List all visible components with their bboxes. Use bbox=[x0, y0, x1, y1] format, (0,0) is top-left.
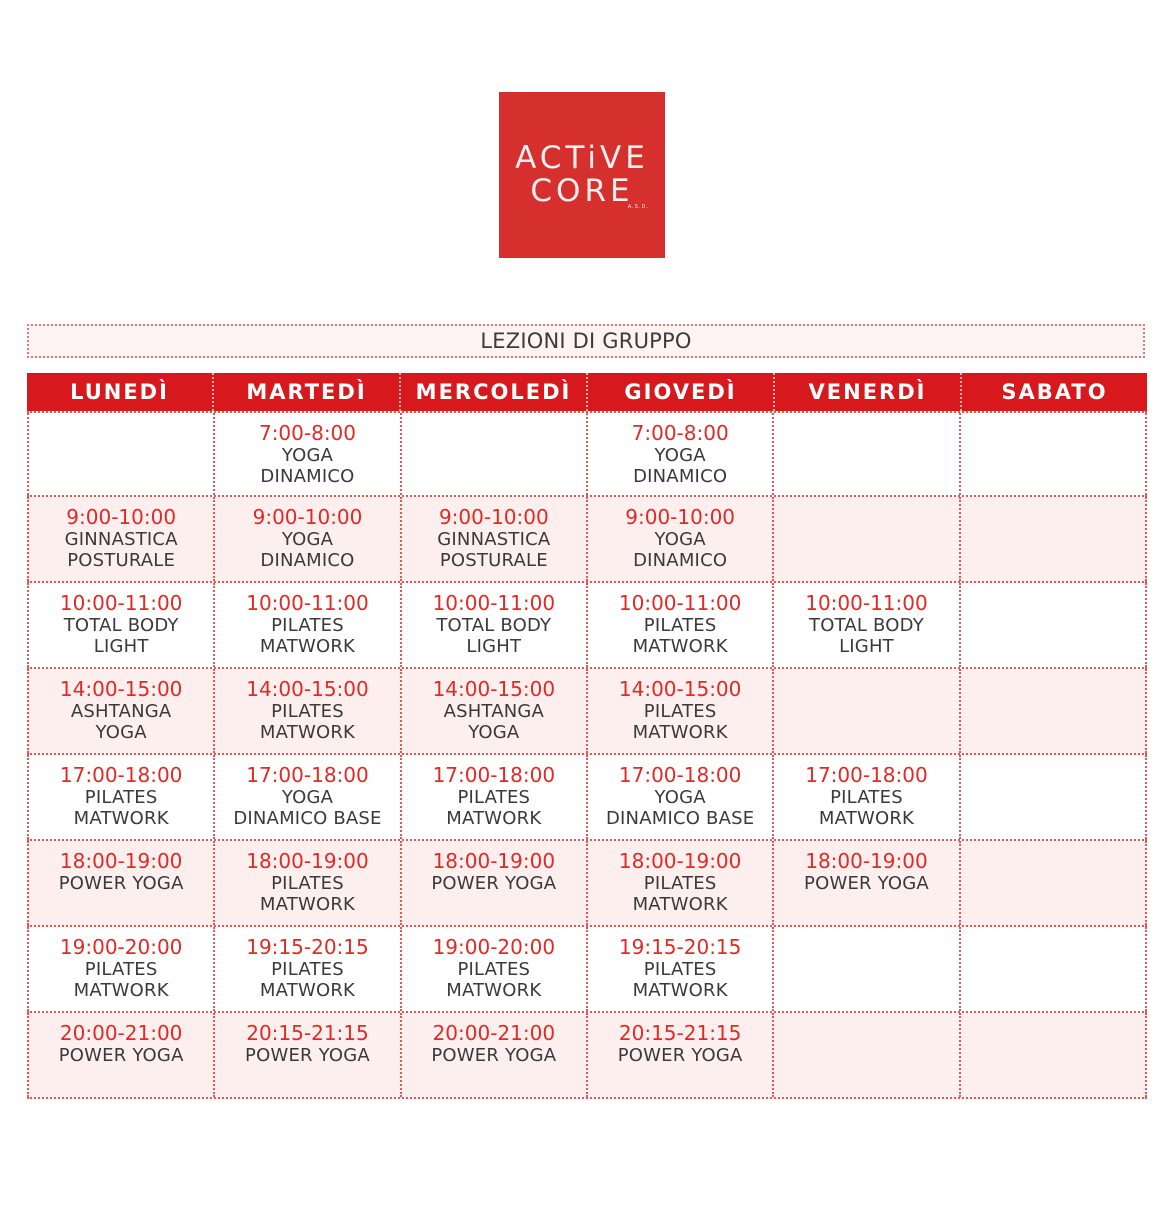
class-slot bbox=[402, 497, 588, 581]
class-slot bbox=[27, 669, 215, 753]
class-slot bbox=[774, 841, 960, 925]
logo-line-2: CORE bbox=[530, 173, 634, 209]
class-name-line1: PILATES bbox=[271, 615, 344, 636]
class-time: 20:00-21:00 bbox=[59, 1021, 183, 1045]
class-name-line1: TOTAL BODY bbox=[436, 615, 552, 636]
class-name-line2: DINAMICO BASE bbox=[605, 808, 755, 829]
class-name-line2: DINAMICO bbox=[260, 466, 355, 487]
class-slot bbox=[402, 927, 588, 1011]
day-header: VENERDÌ bbox=[775, 373, 962, 411]
schedule-title: LEZIONI DI GRUPPO bbox=[27, 324, 1145, 358]
empty-slot bbox=[774, 927, 960, 1011]
class-time: 18:00-19:00 bbox=[805, 849, 928, 873]
class-time: 20:15-21:15 bbox=[618, 1021, 742, 1045]
schedule-row bbox=[27, 583, 1147, 669]
class-name-line1: YOGA bbox=[654, 445, 706, 466]
class-name-line1: PILATES bbox=[643, 873, 717, 894]
class-slot bbox=[588, 583, 774, 667]
class-name-line1: POWER YOGA bbox=[58, 1045, 184, 1066]
class-name-line1: YOGA bbox=[654, 529, 706, 550]
class-time: 17:00-18:00 bbox=[246, 763, 369, 787]
class-name-line1: YOGA bbox=[654, 787, 706, 808]
class-time: 10:00-11:00 bbox=[432, 591, 556, 615]
class-name-line1: POWER YOGA bbox=[431, 873, 557, 894]
class-time: 19:00-20:00 bbox=[432, 935, 556, 959]
class-time: 9:00-10:00 bbox=[625, 505, 736, 529]
class-name-line1: YOGA bbox=[281, 787, 334, 808]
class-name-line2: MATWORK bbox=[259, 980, 356, 1001]
schedule-row bbox=[27, 927, 1147, 1013]
class-time: 7:00-8:00 bbox=[631, 421, 729, 445]
class-slot bbox=[588, 841, 774, 925]
class-name-line1: PILATES bbox=[830, 787, 903, 808]
class-slot bbox=[774, 583, 960, 667]
class-name-line2: MATWORK bbox=[632, 980, 728, 1001]
empty-slot bbox=[774, 1013, 960, 1097]
class-name-line2: LIGHT bbox=[839, 636, 894, 657]
empty-slot bbox=[961, 755, 1147, 839]
class-name-line1: PILATES bbox=[457, 959, 531, 980]
class-time: 10:00-11:00 bbox=[805, 591, 928, 615]
empty-slot bbox=[961, 1013, 1147, 1097]
class-name-line2: MATWORK bbox=[259, 722, 356, 743]
day-header: MERCOLEDÌ bbox=[401, 373, 588, 411]
class-name-line2: MATWORK bbox=[73, 808, 169, 829]
class-name-line2: LIGHT bbox=[466, 636, 522, 657]
class-name-line2: MATWORK bbox=[446, 808, 542, 829]
day-header: LUNEDÌ bbox=[27, 373, 214, 411]
class-name-line2: YOGA bbox=[95, 722, 147, 743]
class-name-line2: MATWORK bbox=[818, 808, 915, 829]
empty-slot bbox=[402, 413, 588, 495]
day-header: SABATO bbox=[1001, 380, 1108, 404]
class-name-line2: MATWORK bbox=[632, 722, 728, 743]
class-name-line1: POWER YOGA bbox=[431, 1045, 557, 1066]
class-name-line1: POWER YOGA bbox=[804, 873, 929, 894]
class-slot bbox=[402, 583, 588, 667]
schedule-row bbox=[27, 497, 1147, 583]
class-name-line1: TOTAL BODY bbox=[63, 615, 179, 636]
class-slot bbox=[215, 497, 401, 581]
class-slot bbox=[215, 669, 401, 753]
day-header-row bbox=[27, 373, 1147, 411]
class-slot bbox=[588, 669, 774, 753]
class-name-line1: PILATES bbox=[271, 701, 344, 722]
logo-line-1: ACTiVE bbox=[515, 140, 649, 176]
class-name-line1: GINNASTICA bbox=[437, 529, 551, 550]
class-name-line2: MATWORK bbox=[73, 980, 169, 1001]
class-time: 17:00-18:00 bbox=[805, 763, 928, 787]
active-core-logo bbox=[499, 92, 665, 258]
class-name-line1: YOGA bbox=[281, 445, 334, 466]
class-slot bbox=[774, 755, 960, 839]
class-name-line1: PILATES bbox=[271, 873, 344, 894]
empty-slot bbox=[774, 669, 960, 753]
empty-slot bbox=[774, 413, 960, 495]
day-header: MARTEDÌ bbox=[214, 373, 401, 411]
class-time: 10:00-11:00 bbox=[59, 591, 183, 615]
class-time: 19:15-20:15 bbox=[246, 935, 369, 959]
class-time: 17:00-18:00 bbox=[618, 763, 742, 787]
schedule-row bbox=[27, 1013, 1147, 1099]
class-name-line1: ASHTANGA bbox=[70, 701, 172, 722]
class-name-line1: PILATES bbox=[643, 701, 717, 722]
schedule-row bbox=[27, 841, 1147, 927]
class-time: 7:00-8:00 bbox=[258, 421, 357, 445]
class-slot bbox=[27, 755, 215, 839]
class-time: 17:00-18:00 bbox=[59, 763, 183, 787]
class-name-line1: PILATES bbox=[84, 787, 158, 808]
class-name-line2: POSTURALE bbox=[67, 550, 176, 571]
class-slot bbox=[215, 755, 401, 839]
class-name-line2: YOGA bbox=[468, 722, 520, 743]
class-name-line1: PILATES bbox=[643, 615, 717, 636]
class-name-line2: MATWORK bbox=[632, 894, 728, 915]
class-time: 20:15-21:15 bbox=[246, 1021, 369, 1045]
schedule-table bbox=[27, 373, 1147, 1099]
schedule-row bbox=[27, 755, 1147, 841]
class-time: 10:00-11:00 bbox=[246, 591, 369, 615]
class-time: 19:00-20:00 bbox=[59, 935, 183, 959]
class-name-line1: PILATES bbox=[643, 959, 717, 980]
class-name-line1: PILATES bbox=[84, 959, 158, 980]
class-name-line1: YOGA bbox=[281, 529, 334, 550]
class-slot bbox=[215, 583, 401, 667]
empty-slot bbox=[961, 413, 1147, 495]
class-slot bbox=[588, 755, 774, 839]
class-name-line1: POWER YOGA bbox=[617, 1045, 743, 1066]
class-slot bbox=[215, 413, 401, 495]
class-name-line1: ASHTANGA bbox=[443, 701, 545, 722]
class-time: 9:00-10:00 bbox=[438, 505, 549, 529]
class-slot bbox=[588, 497, 774, 581]
class-name-line2: DINAMICO bbox=[633, 550, 728, 571]
schedule-row bbox=[27, 411, 1147, 497]
class-time: 18:00-19:00 bbox=[618, 849, 742, 873]
class-name-line2: MATWORK bbox=[446, 980, 542, 1001]
class-name-line2: DINAMICO bbox=[260, 550, 355, 571]
empty-slot bbox=[961, 583, 1147, 667]
class-time: 14:00-15:00 bbox=[59, 677, 183, 701]
class-time: 14:00-15:00 bbox=[246, 677, 369, 701]
empty-slot bbox=[961, 927, 1147, 1011]
class-time: 14:00-15:00 bbox=[432, 677, 556, 701]
class-slot bbox=[27, 497, 215, 581]
class-slot bbox=[27, 841, 215, 925]
class-name-line2: LIGHT bbox=[93, 636, 149, 657]
class-name-line2: MATWORK bbox=[259, 894, 356, 915]
class-time: 17:00-18:00 bbox=[432, 763, 556, 787]
class-slot bbox=[215, 1013, 401, 1097]
empty-slot bbox=[961, 669, 1147, 753]
class-slot bbox=[27, 583, 215, 667]
empty-slot bbox=[961, 841, 1147, 925]
class-name-line2: MATWORK bbox=[632, 636, 728, 657]
class-slot bbox=[402, 669, 588, 753]
class-time: 18:00-19:00 bbox=[246, 849, 369, 873]
class-time: 18:00-19:00 bbox=[432, 849, 556, 873]
class-time: 9:00-10:00 bbox=[66, 505, 177, 529]
class-slot bbox=[215, 841, 401, 925]
schedule-row bbox=[27, 669, 1147, 755]
class-slot bbox=[588, 1013, 774, 1097]
class-slot bbox=[215, 927, 401, 1011]
class-time: 18:00-19:00 bbox=[59, 849, 183, 873]
empty-slot bbox=[27, 413, 215, 495]
class-name-line2: DINAMICO BASE bbox=[233, 808, 382, 829]
class-time: 14:00-15:00 bbox=[618, 677, 742, 701]
class-name-line1: GINNASTICA bbox=[64, 529, 178, 550]
class-name-line1: PILATES bbox=[271, 959, 344, 980]
class-name-line2: POSTURALE bbox=[439, 550, 548, 571]
class-name-line2: DINAMICO bbox=[633, 466, 728, 487]
empty-slot bbox=[774, 497, 960, 581]
class-name-line2: MATWORK bbox=[259, 636, 356, 657]
day-header: GIOVEDÌ bbox=[588, 373, 775, 411]
class-slot bbox=[27, 1013, 215, 1097]
class-name-line1: POWER YOGA bbox=[58, 873, 184, 894]
class-time: 19:15-20:15 bbox=[618, 935, 742, 959]
class-name-line1: POWER YOGA bbox=[245, 1045, 370, 1066]
class-slot bbox=[588, 413, 774, 495]
class-slot bbox=[27, 927, 215, 1011]
class-name-line1: PILATES bbox=[457, 787, 531, 808]
empty-slot bbox=[961, 497, 1147, 581]
logo-sub: A.S.D. bbox=[627, 204, 649, 210]
class-time: 10:00-11:00 bbox=[618, 591, 742, 615]
class-slot bbox=[402, 755, 588, 839]
class-slot bbox=[402, 1013, 588, 1097]
class-time: 20:00-21:00 bbox=[432, 1021, 556, 1045]
class-name-line1: TOTAL BODY bbox=[809, 615, 924, 636]
class-time: 9:00-10:00 bbox=[252, 505, 363, 529]
class-slot bbox=[588, 927, 774, 1011]
class-slot bbox=[402, 841, 588, 925]
